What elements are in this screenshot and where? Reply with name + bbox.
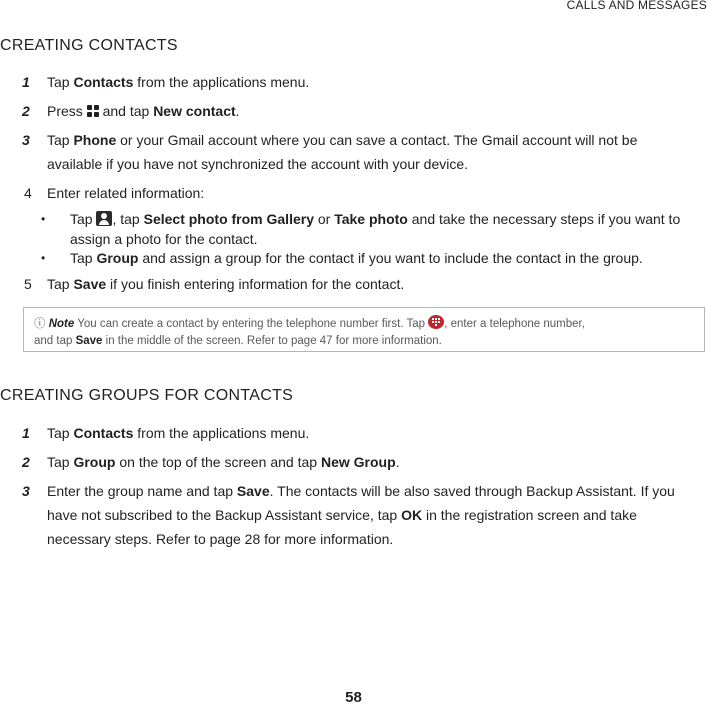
ui-term-save: Save [75,335,103,347]
ui-term-save: Save [236,483,270,499]
note-text: in the middle of the screen. Refer to page 47 for more information. [102,335,442,347]
running-header: CALLS AND MESSAGES [566,0,707,12]
dialer-icon [428,315,444,329]
step-4 [0,181,700,205]
bullet-text: and take the necessary steps if you want to assign a photo for the contact. [70,211,681,247]
step-text: . [235,103,240,119]
step-number: 1 [22,74,30,90]
note-line-2 [34,333,704,350]
step-text: Tap [47,74,74,90]
bullet-text: Tap [70,211,97,227]
step-text: on the top of the screen and tap [115,454,321,470]
note-box [23,307,705,352]
step-5 [0,272,700,296]
ui-term-save: Save [73,276,107,292]
menu-grid-icon [87,105,99,117]
step-number: 3 [22,483,30,499]
step-text: Tap [47,276,74,292]
step-number: 2 [22,103,30,119]
group-step-3 [0,479,700,551]
step-1 [0,70,700,94]
ui-term-group: Group [96,250,139,266]
step-text: in the registration screen and take necessary steps. Refer to page 28 for more information. [47,507,637,547]
ui-term-ok: OK [401,507,423,523]
step-text: and tap [98,103,154,119]
step-text: from the applications menu. [133,425,310,441]
bullet-text: and assign a group for the contact if you want to include the contact in the group. [138,250,643,266]
step-text: Press [47,103,87,119]
ui-term-phone: Phone [73,132,117,148]
step-text: Tap [47,132,74,148]
step-text: if you finish entering information for the contact. [106,276,405,292]
section-title-creating-groups: CREATING GROUPS FOR CONTACTS [0,387,294,404]
ui-term-new-contact: New contact [153,103,236,119]
step-2 [0,99,700,123]
note-text: , enter a telephone number, [444,318,585,330]
note-text: and tap [34,335,76,347]
bullet-text: or [313,211,335,227]
step-text: . [395,454,400,470]
bullet-text: Tap [70,250,97,266]
bullet-group [0,248,700,268]
ui-term-take-photo: Take photo [334,211,408,227]
bullet-text: , tap [112,211,144,227]
step-number: 2 [22,454,30,470]
note-text: You can create a contact by entering the telephone number first. Tap [74,318,429,330]
step-text: Tap [47,454,74,470]
ui-term-contacts: Contacts [73,74,134,90]
step-number: 5 [24,276,32,292]
step-text: Enter related information: [47,185,205,201]
note-label: Note [48,318,75,330]
section-title-creating-contacts: CREATING CONTACTS [0,37,178,54]
note-line-1 [34,315,704,333]
group-step-1 [0,421,700,445]
contact-photo-icon [96,211,112,226]
ui-term-contacts: Contacts [73,425,134,441]
group-step-2 [0,450,700,474]
bullet-photo [0,209,700,249]
step-text: Tap [47,425,74,441]
info-icon: ⓘ [34,318,46,330]
page-number: 58 [345,689,362,706]
bullet-dot: • [41,212,46,226]
ui-term-select-photo: Select photo from Gallery [143,211,314,227]
step-text: . The contacts will be also saved through Backup Assistant. If you have not subscribed to the Backup Assistant service, tap [47,483,675,523]
step-number: 1 [22,425,30,441]
ui-term-new-group: New Group [320,454,396,470]
bullet-dot: • [41,251,46,265]
step-text: or your Gmail account where you can save a contact. The Gmail account will not be available if you have not synchronized the account with your device. [47,132,638,172]
step-number: 4 [24,185,32,201]
step-text: Enter the group name and tap [47,483,237,499]
ui-term-group: Group [73,454,116,470]
step-text: from the applications menu. [133,74,310,90]
step-number: 3 [22,132,30,148]
step-3 [0,128,700,176]
